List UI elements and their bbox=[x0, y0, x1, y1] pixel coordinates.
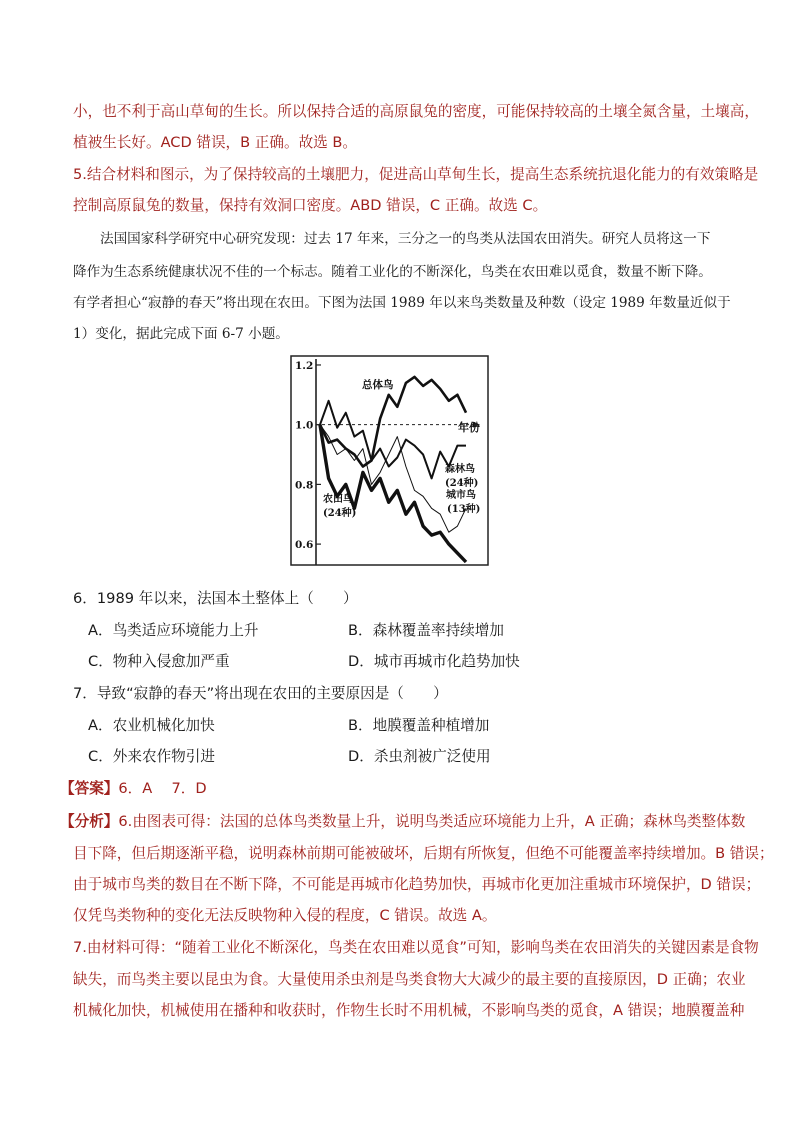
label-farm-species: (24种) bbox=[323, 508, 357, 519]
label-forest-birds: 森林鸟 bbox=[445, 464, 475, 475]
analysis-line: 机械化加快，机械使用在播种和收获时，作物生长时不用机械，不影响鸟类的觅食，A 错误；地膜覆盖种 bbox=[73, 1002, 745, 1019]
q6-option-c: C．物种入侵愈加严重 bbox=[88, 653, 230, 670]
q6-option-b: B．森林覆盖率持续增加 bbox=[348, 622, 504, 639]
analysis-tag: 【分析】 bbox=[60, 813, 119, 830]
q6-option-d: D．城市再城市化趋势加快 bbox=[348, 653, 520, 670]
y-tick-label: 1.0 bbox=[295, 419, 314, 432]
bird-population-chart bbox=[290, 355, 490, 567]
label-city-birds: 城市鸟 bbox=[446, 490, 476, 501]
label-total-birds: 总体鸟 bbox=[362, 379, 394, 391]
text-line: 植被生长好。ACD 错误，B 正确。故选 B。 bbox=[73, 134, 358, 151]
text-line: 控制高原鼠兔的数量，保持有效洞口密度。ABD 错误，C 正确。故选 C。 bbox=[73, 197, 548, 214]
analysis-line: 7.由材料可得：“随着工业化不断深化，鸟类在农田难以觅食”可知，影响鸟类在农田消失的关键因素是食物 bbox=[73, 939, 759, 956]
analysis-line: 由于城市鸟类的数目在不断下降，不可能是再城市化趋势加快，再城市化更加注重城市环境保护，D 错误； bbox=[73, 876, 761, 893]
material-line: 降作为生态系统健康状况不佳的一个标志。随着工业化的不断深化，鸟类在农田难以觅食，数量不断下降。 bbox=[73, 264, 712, 280]
question-6-stem: 6．1989 年以来，法国本土整体上（ ） bbox=[73, 590, 358, 607]
analysis-line bbox=[60, 812, 745, 832]
q6-option-a: A．鸟类适应环境能力上升 bbox=[88, 622, 259, 639]
analysis-line: 仅凭鸟类物种的变化无法反映物种入侵的程度，C 错误。故选 A。 bbox=[73, 907, 497, 924]
answer-tag: 【答案】 bbox=[60, 780, 119, 797]
label-forest-species: (24种) bbox=[445, 478, 479, 489]
text-line: 小，也不利于高山草甸的生长。所以保持合适的高原鼠兔的密度，可能保持较高的土壤全氮含量，土壤高， bbox=[73, 103, 759, 120]
material-line: 法国国家科学研究中心研究发现：过去 17 年来，三分之一的鸟类从法国农田消失。研究人员将这一下 bbox=[100, 231, 711, 247]
text-line: 5.结合材料和图示，为了保持较高的土壤肥力，促进高山草甸生长，提高生态系统抗退化能力的有效策略是 bbox=[73, 166, 759, 183]
answer-line bbox=[60, 779, 207, 799]
material-line: 有学者担心“寂静的春天”将出现在农田。下图为法国 1989 年以来鸟类数量及种数（设定 1989 年数量近似于 bbox=[73, 295, 731, 311]
x-axis-label: 年份 bbox=[458, 421, 480, 434]
analysis-text: 6.由图表可得：法国的总体鸟类数量上升，说明鸟类适应环境能力上升，A 正确；森林鸟类整体数 bbox=[118, 813, 746, 830]
y-tick-label: 0.6 bbox=[295, 539, 314, 552]
q7-option-c: C．外来农作物引进 bbox=[88, 748, 215, 765]
q7-option-b: B．地膜覆盖种植增加 bbox=[348, 717, 490, 734]
analysis-line: 缺失，而鸟类主要以昆虫为食。大量使用杀虫剂是鸟类食物大大减少的最主要的直接原因，D 正确；农业 bbox=[73, 971, 746, 988]
question-7-stem: 7．导致“寂静的春天”将出现在农田的主要原因是（ ） bbox=[73, 685, 448, 702]
y-tick-label: 0.8 bbox=[295, 479, 314, 492]
label-city-species: (13种) bbox=[447, 504, 481, 515]
q7-option-d: D．杀虫剂被广泛使用 bbox=[348, 748, 491, 765]
material-line: 1）变化，据此完成下面 6-7 小题。 bbox=[73, 326, 289, 342]
analysis-line: 目下降，但后期逐渐平稳，说明森林前期可能被破坏，后期有所恢复，但绝不可能覆盖率持续增加。B 错误； bbox=[73, 845, 774, 862]
q7-option-a: A．农业机械化加快 bbox=[88, 717, 215, 734]
answer-text: 6．A 7．D bbox=[118, 780, 207, 797]
y-tick-label: 1.2 bbox=[295, 359, 314, 372]
label-farm-birds: 农田鸟 bbox=[323, 494, 353, 505]
